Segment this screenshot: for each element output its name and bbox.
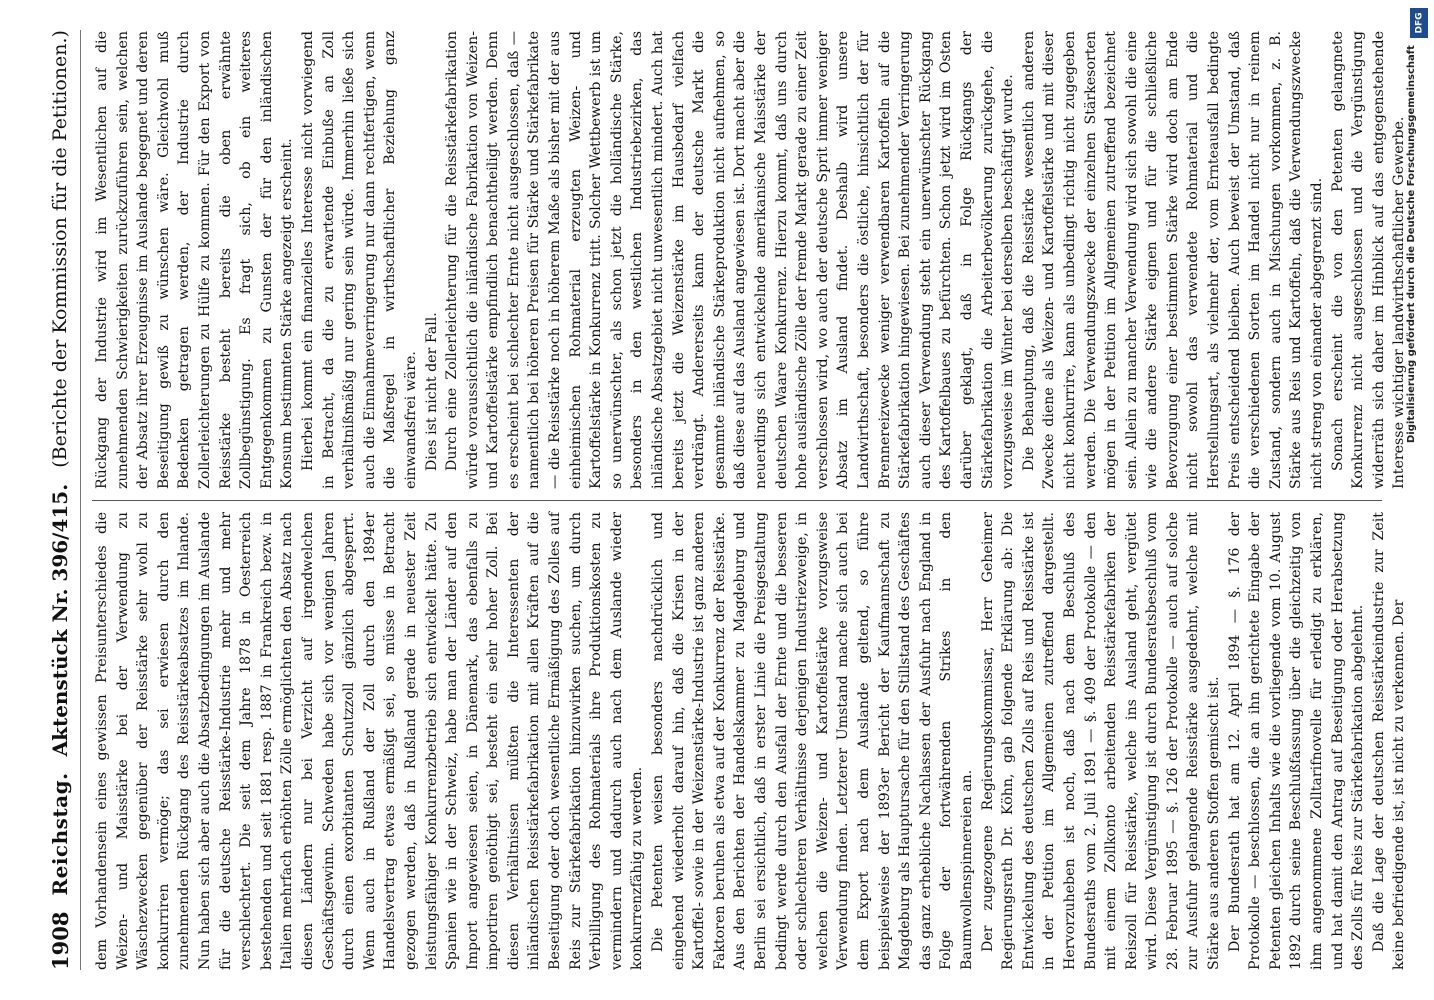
publication-title: Reichstag. [48, 772, 72, 896]
paragraph: Die Behauptung, daß die Reisstärke wesentlich anderen Zwecke diene als Weizen- und Kartoffelstärke und mit dieser nicht konkurrire, kann als unbedingt richtig nicht zugegeben werden. Die Verwendungszwecke der einzelnen Stärkesorten mögen in der Petition im Allgemeinen zutreffend bezeichnet sein. Allein zu mancher Verwendung wird sich sowohl die eine wie die andere Stärke eignen und für die schließliche Bevorzugung einer bestimmten Stärke wird doch am Ende nicht sowohl das verwendete Rohmaterial und die Herstellungsart, als vielmehr der, vom Ernteausfall bedingte Preis entscheidend bleiben. Auch beweist der Umstand, daß die verschiedenen Sorten im Handel nicht nur in reinem Zustand, sondern auch in Mischungen vorkommen, z. B. Stärke aus Reis und Kartoffeln, daß die Verwendungszwecke nicht streng von einander abgegrenzt sind. [1020, 31, 1326, 489]
paragraph: Daß die Lage der deutschen Reisstärkeindustrie zur Zeit keine befriedigende ist, ist nicht zu verkennen. Der [1370, 512, 1408, 970]
paragraph: Hierbei kommt ein finanzielles Interesse nicht vorwiegend in Betracht, da die zu erwartende Einbuße an Zoll verhältnißmäßig nur gering sein würde. Immerhin ließe sich auch die Einnahmeverringerung nur dann rechtfertigen, wenn die Maßregel in wirthschaftlicher Beziehung ganz einwandsfrei wäre. [299, 31, 419, 489]
paragraph: dem Vorhandensein eines gewissen Preisunterschiedes die Weizen- und Maisstärke bei der Verwendung zu Wäschezwecken gegenüber der Reisstärke sehr wohl zu konkurriren vermöge; das sei erwiesen durch den zunehmenden Rückgang des Reisstärkeabsatzes im Inlande. Nun haben sich aber auch die Absatzbedingungen im Auslande für die deutsche Reisstärke-Industrie mehr und mehr verschlechtert. Die seit dem Jahre 1878 in Oesterreich bestehenden und seit 1881 resp. 1887 in Frankreich bezw. in Italien mehrfach erhöhten Zölle ermöglichten den Absatz nach diesen Ländern nur bei Verzicht auf irgendwelchen Geschäftsgewinn. Schweden habe sich vor wenigen Jahren durch einen exorbitanten Schutzzoll gänzlich abgesperrt. Wenn auch in Rußland der Zoll durch den 1894er Handelsvertrag etwas ermäßigt sei, so müsse in Betracht gezogen werden, daß in Rußland gerade in neuester Zeit leistungsfähiger Konkurrenzbetrieb sich entwickelt hätte. Zu Spanien wie in der Schweiz, habe man der Länder auf den Import angewiesen seien, in Dänemark, das ebenfalls zu importiren genöthigt sei, besteht ein sehr hoher Zoll. Bei diesen Verhältnissen müßten die Interessenten der inländischen Reisstärkefabrikation mit allen Kräften auf die Beseitigung oder doch wesentliche Ermäßigung des Zolles auf Reis zur Stärkefabrikation hinzuwirken suchen, um durch Verbilligung des Rohmaterials ihre Produktionskosten zu vermindern und dadurch auch nach dem Auslande wieder konkurrenzfähig zu werden. [94, 512, 646, 970]
digitization-sidebar [1406, 0, 1432, 1000]
page-number: 1908 [47, 911, 73, 970]
document-number: Aktenstück Nr. 396/415. [48, 483, 72, 757]
left-column [92, 512, 1408, 970]
dfg-logo [1410, 8, 1428, 38]
page-header [40, 30, 81, 970]
paragraph: Der Bundesrath hat am 12. April 1894 — §. 176 der Protokolle — beschlossen, die an ihn gerichtete Eingabe der Petenten gleichen Inhalts wie die vorliegende vom 10. August 1892 durch seine Beschlußfassung über die gleichzeitig von ihm angenommene Zolltarifnovelle für erledigt zu erklären, und hat damit den Antrag auf Beseitigung oder Herabsetzung des Zolls für Reis zur Stärkefabrikation abgelehnt. [1226, 512, 1367, 970]
text-columns [92, 30, 1408, 970]
dfg-logo-text: DFG [1414, 12, 1425, 34]
right-column [92, 31, 1408, 489]
paragraph: Der zugezogene Regierungskommissar, Herr Geheimer Regierungsrath Dr. Köhn, gab folgende Erklärung ab: Die Entwickelung des deutschen Zolls auf Reis und Reisstärke ist in der Petition im Allgemeinen zutreffend dargestellt. Hervorzuheben ist noch, daß nach dem Beschluß des Bundesraths vom 2. Juli 1891 — §. 409 der Protokolle — den mit einem Zollkonto arbeitenden Reisstärkefabriken der Reiszoll für Reisstärke, welche ins Ausland geht, vergütet wird. Diese Vergünstigung ist durch Bundesratsbeschluß vom 28. Februar 1895 — §. 126 der Protokolle — auch auf solche zur Ausfuhr gelangende Reisstärke ausgedehnt, welche mit Stärke aus anderen Stoffen gemischt ist. [979, 512, 1223, 970]
paragraph: Rückgang der Industrie wird im Wesentlichen auf die zunehmenden Schwierigkeiten zurückzuführen sein, welchen der Absatz ihrer Erzeugnisse im Auslande begegnet und deren Beseitigung gewiß zu wünschen wäre. Gleichwohl muß Bedenken getragen werden, der Industrie durch Zollerleichterungen zu Hülfe zu kommen. Für den Export von Reisstärke besteht bereits die oben erwähnte Zollbegünstigung. Es fragt sich, ob ein weiteres Entgegenkommen zu Gunsten der für den inländischen Konsum bestimmten Stärke angezeigt erscheint. [94, 31, 296, 489]
paragraph: Sonach erscheint die von den Petenten gelangnete Konkurrenz nicht ausgeschlossen und die Vergünstigung widerräth sich daher im Hinblick auf das entgegenstehende Interesse wichtiger landwirthschaftlicher Gewerbe. [1329, 31, 1408, 489]
paragraph: Durch eine Zollerleichterung für die Reisstärkefabrikation würde voraussichtlich die inländische Fabrikation von Weizen- und Kartoffelstärke empfindlich benachtheiligt werden. Denn es erscheint bei schlechter Ernte nicht ausgeschlossen, daß — namentlich bei höheren Preisen für Stärke und Stärkefabrikate — die Reisstärke noch in höherem Maße als bisher mit der aus einheimischen Rohmaterial erzeugten Weizen- und Kartoffelstärke in Konkurrenz tritt. Solcher Wettbewerb ist um so unerwünschter, als schon jetzt die holländische Stärke, besonders in den westlichen Industriebezirken, das inländische Absatzgebiet nicht unwesentlich mindert. Auch hat bereits jetzt die Weizenstärke im Hausbedarf vielfach verdrängt. Andererseits kann der deutsche Markt die gesammte inländische Stärkeproduktion nicht aufnehmen, so daß diese auf das Ausland angewiesen ist. Dort macht aber die neuerdings sich entwickelnde amerikanische Maisstärke der deutschen Waare Konkurrenz. Hierzu kommt, daß uns durch hohe ausländische Zölle der fremde Markt gerade zu einer Zeit verschlossen wird, wo auch der deutsche Sprit immer weniger Absatz im Ausland findet. Deshalb wird unsere Landwirthschaft, besonders die östliche, hinsichtlich der für Brennereizwecke weniger verwendbaren Kartoffeln auf die Stärkefabrikation hingewiesen. Bei zunehmender Verringerung auch dieser Verwendung steht ein unerwünschter Rückgang des Kartoffelbaues zu befürchten. Schon jetzt wird im Osten darüber geklagt, daß in Folge Rückgangs der Stärkefabrikation die Arbeiterbevölkerung zurückgehe, die vorzugsweise im Winter bei derselben beschäftigt wurde. [444, 31, 1017, 489]
digitization-credit: Digitalisierung gefördert durch die Deutsche Forschungsgemeinschaft [1406, 45, 1417, 443]
column-divider [92, 500, 1382, 501]
paragraph: Dies ist nicht der Fall. [423, 312, 440, 471]
paragraph: Die Petenten weisen besonders nachdrücklich und eingehend wiederholt darauf hin, daß die Krisen in der Kartoffel- sowie in der Weizenstärke-Industrie ist ganz anderen Faktoren beruhen als etwa auf der Konkurrenz der Reisstärke. Aus den Berichten der Handelskammer zu Magdeburg und Berlin sei ersichtlich, daß in erster Linie die Preisgestaltung bedingt werde durch den Ausfall der Ernte und die besseren oder schlechteren Verhältnisse derjenigen Industriezweige, in welchen die Weizen- und Kartoffelstärke vorzugsweise Verwendung finden. Letzterer Umstand mache sich auch bei dem Export nach dem Auslande geltend, so führe beispielsweise der 1893er Bericht der Kaufmannschaft zu Magdeburg als Hauptursache für den Stillstand des Geschäftes das ganz erhebliche Nachlassen der Ausfuhr nach England in Folge der fortwährenden Strikes in den Baumwollenspinnereien an. [650, 512, 975, 970]
header-subtitle: (Berichte der Kommission für die Petitionen.) [49, 30, 71, 468]
